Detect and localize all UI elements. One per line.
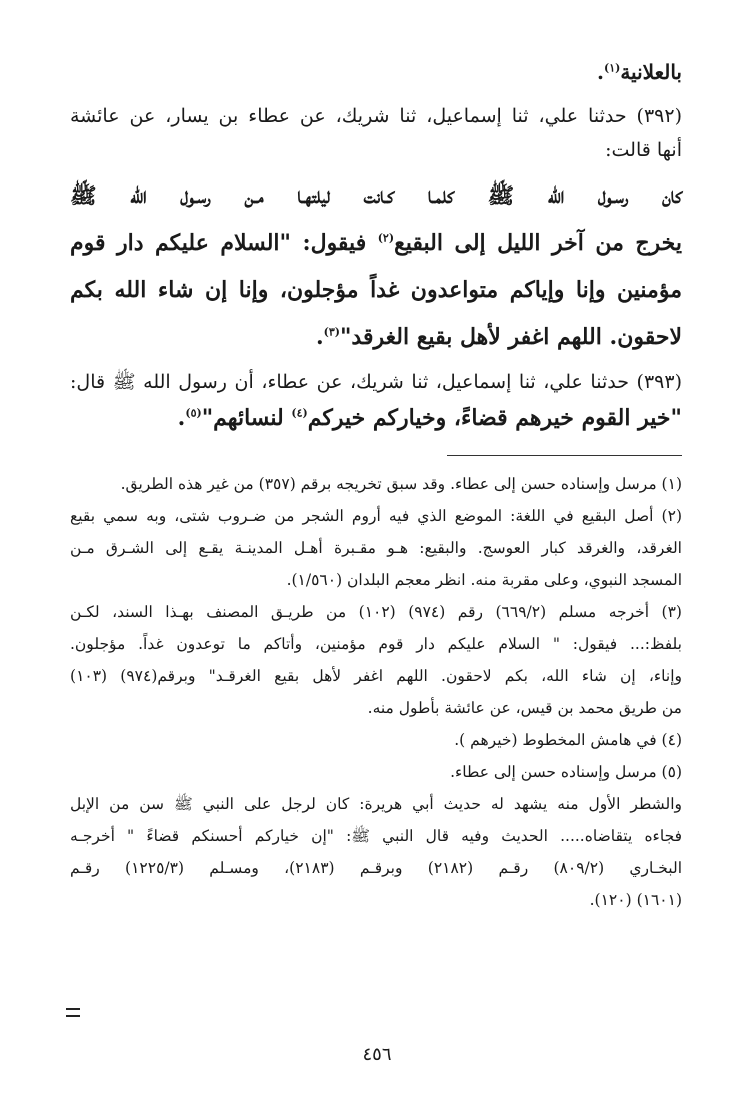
footnote-ref: (٤) <box>291 406 308 420</box>
footnote-3-line: بلفظ:... فيقول: " السلام عليكم دار قوم مؤمنين، وأتاكم ما توعدون غداً. مؤجلون. <box>70 635 682 653</box>
hadith-393-isnad: (٣٩٣) حدثنا علي، ثنا إسماعيل، ثنا شريك، عن عطاء، أن رسول الله ﷺ قال: <box>70 371 682 393</box>
footnote-ref: (١) <box>603 61 621 75</box>
text-fragment: يخرج من آخر الليل إلى البقيع <box>394 230 683 256</box>
footnote-4: (٤) في هامش المخطوط (خيرهم ). <box>454 731 682 749</box>
page-number: ٤٥٦ <box>362 1044 392 1065</box>
footnote-1: (١) مرسل وإسناده حسن إلى عطاء. وقد سبق تخريجه برقم (٣٥٧) من غير هذه الطريق. <box>120 475 682 493</box>
hadith-392-text-line: مؤمنين وإنا وإياكم متواعدون غداً مؤجلون، وإنا إن شاء الله بكم <box>70 277 682 303</box>
page-content <box>70 55 682 916</box>
footnote-5-line: (١٦٠١) (١٢٠). <box>589 891 682 909</box>
hadith-393-text <box>70 399 682 437</box>
section-mark <box>66 1008 80 1017</box>
footnote-divider <box>447 455 682 456</box>
hadith-392-isnad-end: أنها قالت: <box>605 139 682 161</box>
text-fragment: لاحقون. اللهم اغفر لأهل بقيع الغرقد" <box>339 324 682 350</box>
hadith-392-text-line: كان رسـول الله ﷺ كلمـا كـانت ليلتهـا مـن رسـول الله ﷺ <box>70 183 682 209</box>
footnote-3-line: (٣) أخرجه مسلم (٦٦٩/٢) رقم (٩٧٤) (١٠٢) من طريـق المصنف بهـذا السند، لكـن <box>70 603 682 621</box>
hadith-392-text-line <box>70 220 682 267</box>
footnote-ref: (٣) <box>323 325 340 339</box>
footnote-3-line: من طريق محمد بن قيس، عن عائشة بأطول منه. <box>367 699 682 717</box>
footnote-2-line: الغرقد، والغرقد كبار العوسج. والبقيع: هـو مقـبرة أهـل المدينـة يقـع إلى الشـرق مـن <box>70 539 682 557</box>
footnote-ref: (٢) <box>377 231 395 245</box>
text-fragment: فيقول: "السلام عليكم دار قوم <box>70 230 378 256</box>
footnote-3-line: وإناء، إن شاء الله، بكم لاحقون. اللهم اغفر لأهل بقيع الغرقـد" وبرقم(٩٧٤) (١٠٣) <box>70 667 682 685</box>
footnote-5-line: البخـاري (٨٠٩/٢) رقـم (٢١٨٢) وبرقـم (٢١٨٣)، ومسـلم (١٢٢٥/٣) رقـم <box>70 859 682 877</box>
text-fragment: . <box>177 405 186 431</box>
footnote-5-line: (٥) مرسل وإسناده حسن إلى عطاء. <box>450 763 682 781</box>
text-fragment: لنسائهم" <box>201 405 292 431</box>
hadith-392-text-line <box>70 314 682 361</box>
footnote-2-line: المسجد النبوي، وعلى مقربة منه. انظر معجم البلدان (١/٥٦٠). <box>286 571 682 589</box>
footnote-2-line: (٢) أصل البقيع في اللغة: الموضع الذي فيه أروم الشجر من ضـروب شتى، وبه سمي بقيع <box>70 507 682 525</box>
footnote-5-line: فجاءه يتقاضاه..... الحديث وفيه قال النبي ﷺ: "إن خياركم أحسنكم قضاءً " أخرجـه <box>70 827 682 845</box>
text-fragment: "خير القوم خيرهم قضاءً، وخياركم خيركم <box>307 405 682 431</box>
footnote-ref: (٥) <box>185 406 202 420</box>
text-fragment: بالعلانية <box>620 60 682 84</box>
continuation-line <box>70 55 682 89</box>
text-fragment: . <box>597 60 604 84</box>
footnote-5-line: والشطر الأول منه يشهد له حديث أبي هريرة: كان لرجل على النبي ﷺ سن من الإبل <box>70 795 682 813</box>
text-fragment: . <box>315 324 324 350</box>
hadith-392-isnad: (٣٩٢) حدثنا علي، ثنا إسماعيل، ثنا شريك، عن عطاء بن يسار، عن عائشة <box>70 105 682 127</box>
